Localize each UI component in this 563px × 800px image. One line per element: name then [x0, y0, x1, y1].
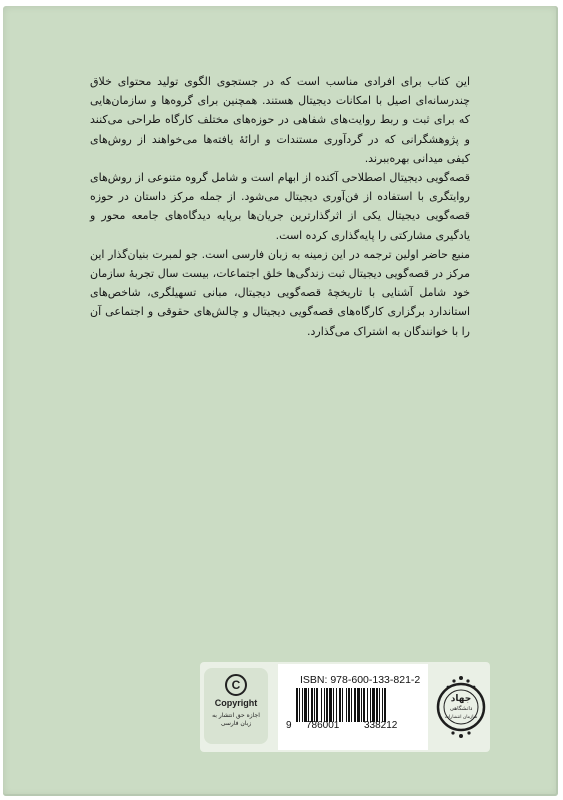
barcode-bar	[357, 688, 360, 722]
blurb-text	[90, 72, 470, 341]
barcode-bar	[314, 688, 315, 722]
barcode-bar	[326, 688, 328, 722]
barcode-bar	[324, 688, 325, 722]
blurb-paragraph: منبع حاضر اولین ترجمه در این زمینه به زبان فارسی است. جو لمبرت بنیان‌گذار این مرکز در قصه‌گویی دیجیتال ثبت زندگی‌ها خلق اجتماعات، بیست سال تجربهٔ سازمان خود شامل آشنایی با تاریخچهٔ قصه‌گویی دیجیتال، مبانی تسهیلگری، شاخص‌های استاندارد برگزاری کارگاه‌های قصه‌گویی دیجیتال و چالش‌های حقوقی و اجتماعی آن را با خوانندگان به اشتراک می‌گذارد.	[90, 247, 470, 338]
barcode-bar	[333, 688, 334, 722]
barcode-bar	[321, 688, 322, 722]
barcode-bar	[384, 688, 386, 722]
barcode-bar	[339, 688, 341, 722]
barcode-bar	[379, 688, 380, 722]
imprint-panel	[200, 662, 490, 752]
copyright-icon: C	[225, 674, 247, 696]
barcode-bar	[348, 688, 350, 722]
barcode-bar	[329, 688, 332, 722]
barcode-bar	[346, 688, 347, 722]
barcode-bar	[316, 688, 318, 722]
publisher-logo-icon	[436, 668, 486, 746]
barcode-bar	[296, 688, 298, 722]
barcode-bar	[363, 688, 365, 722]
barcode-bars-icon	[296, 688, 414, 722]
publisher-name-top: جهاد	[450, 694, 472, 704]
barcode-bar	[382, 688, 383, 722]
barcode-digit-group: 338212	[364, 720, 398, 731]
barcode-bar	[351, 688, 352, 722]
barcode-bar	[342, 688, 343, 722]
barcode-bar	[370, 688, 371, 722]
isbn-label: ISBN: 978-600-133-821-2	[300, 674, 421, 686]
barcode-bar	[367, 688, 368, 722]
book-back-cover	[3, 6, 558, 796]
barcode-bar	[299, 688, 300, 722]
barcode-bar	[354, 688, 356, 722]
barcode-bar	[311, 688, 313, 722]
barcode-bar	[376, 688, 378, 722]
copyright-label: Copyright	[214, 698, 258, 708]
barcode-digit-group: 9	[286, 720, 292, 731]
barcode-bar	[308, 688, 309, 722]
publisher-name-mid: دانشگاهی	[449, 706, 473, 712]
barcode-bar	[304, 688, 307, 722]
copyright-note: اجازه حق انتشار به زبان فارسی	[212, 712, 260, 727]
barcode-digit-group: 786001	[306, 720, 340, 731]
isbn-barcode	[278, 664, 428, 750]
barcode-bar	[336, 688, 337, 722]
barcode-bar	[372, 688, 375, 722]
copyright-badge	[204, 668, 268, 744]
publisher-name-bottom: سازمان انتشارات	[444, 715, 478, 720]
barcode-bar	[361, 688, 362, 722]
blurb-paragraph: قصه‌گویی دیجیتال اصطلاحی آکنده از ابهام است و شامل گروه متنوعی از روش‌های روایتگری با استفاده از فن‌آوری دیجیتال می‌شود. از جمله مرکز داستان در حوزه قصه‌گویی دیجیتال یکی از اثرگذارترین جریان‌ها برپایه دیدگاه‌های جامعه محور و یادگیری مشارکتی را پایه‌گذاری کرده است.	[90, 171, 470, 242]
blurb-paragraph: این کتاب برای افرادی مناسب است که در جستجوی الگوی تولید محتوای خلاق چندرسانه‌ای اصیل با امکانات دیجیتال هستند. همچنین برای گروه‌ها و سازمان‌هایی که برای ثبت و ربط روایت‌های شفاهی در حوزه‌های مختلف کارگاه طراحی می‌کنند و پژوهشگرانی که در گردآوری مستندات و ارائهٔ یافته‌ها می‌خواهند از روش‌های کیفی میدانی بهره‌ببرند.	[90, 75, 470, 165]
barcode-bar	[302, 688, 303, 722]
